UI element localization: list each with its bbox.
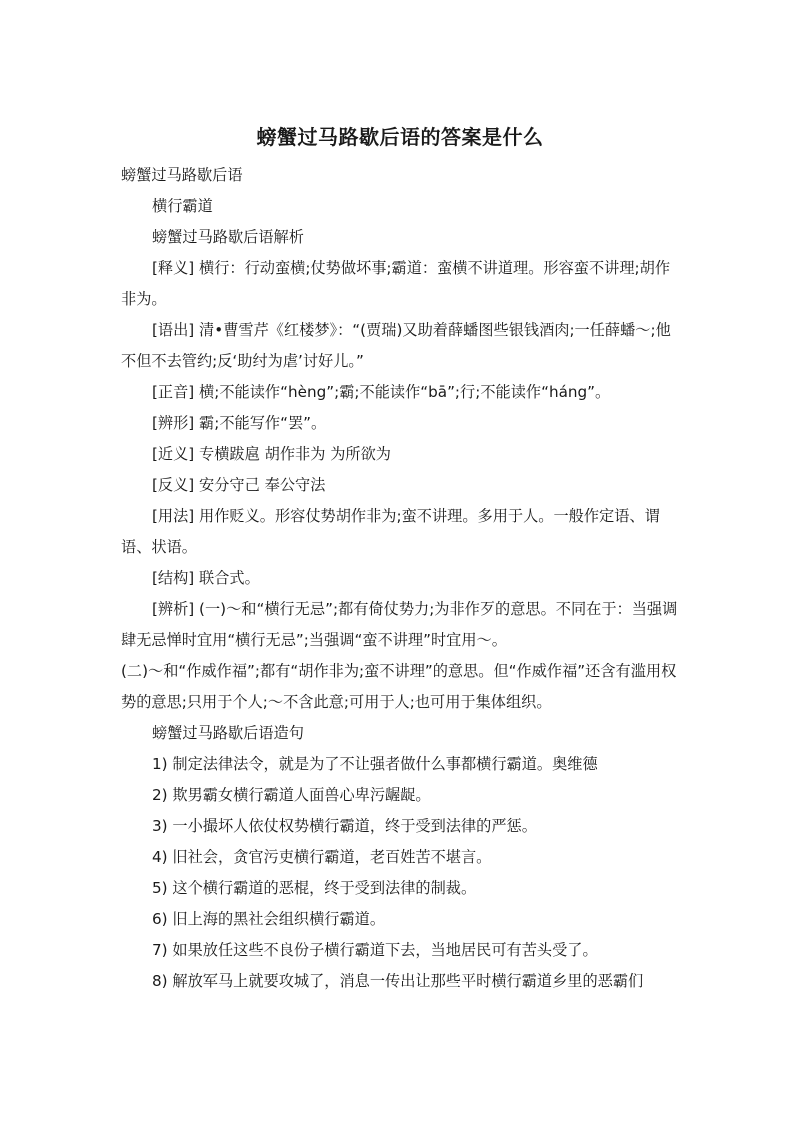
example-sentence: 8) 解放军马上就要攻城了，消息一传出让那些平时横行霸道乡里的恶霸们 [152, 972, 644, 990]
paragraph-usage: [用法] 用作贬义。形容仗势胡作非为;蛮不讲理。多用于人。一般作定语、谓语、状语。 [121, 507, 660, 556]
document-title: 螃蟹过马路歇后语的答案是什么 [256, 125, 544, 149]
document-body [121, 160, 681, 997]
example-sentence: 7) 如果放任这些不良份子横行霸道下去，当地居民可有苦头受了。 [152, 941, 598, 959]
example-sentence: 6) 旧上海的黑社会组织横行霸道。 [152, 910, 386, 928]
example-sentence: 2) 欺男霸女横行霸道人面兽心卑污龌龊。 [152, 786, 431, 804]
paragraph-answer: 横行霸道 [152, 197, 213, 215]
paragraph-form: [辨形] 霸;不能写作“罢”。 [152, 414, 327, 432]
paragraph-discrimination-1: [辨析] (一)～和“横行无忌”;都有倚仗势力;为非作歹的意思。不同在于：当强调肆无忌惮时宜用“横行无忌”;当强调“蛮不讲理”时宜用～。 [121, 600, 678, 649]
paragraph-heading: 螃蟹过马路歇后语 [121, 166, 243, 184]
paragraph-analysis-heading: 螃蟹过马路歇后语解析 [152, 228, 304, 246]
example-sentence: 4) 旧社会，贪官污吏横行霸道，老百姓苦不堪言。 [152, 848, 492, 866]
paragraph-antonyms: [反义] 安分守己 奉公守法 [152, 476, 326, 494]
paragraph-structure: [结构] 联合式。 [152, 569, 260, 587]
paragraph-examples-heading: 螃蟹过马路歇后语造句 [152, 724, 304, 742]
paragraph-definition: [释义] 横行：行动蛮横;仗势做坏事;霸道：蛮横不讲道理。形容蛮不讲理;胡作非为。 [121, 259, 671, 308]
example-sentence: 3) 一小撮坏人依仗权势横行霸道，终于受到法律的严惩。 [152, 817, 537, 835]
paragraph-origin: [语出] 清•曹雪芹《红楼梦》：“(贾瑞)又助着薛蟠图些银钱酒肉;一任薛蟠～;他不但不去管约;反‘助纣为虐’讨好儿。” [121, 321, 671, 370]
example-sentence: 5) 这个横行霸道的恶棍，终于受到法律的制裁。 [152, 879, 477, 897]
paragraph-synonyms: [近义] 专横跋扈 胡作非为 为所欲为 [152, 445, 391, 463]
example-sentence: 1) 制定法律法令，就是为了不让强者做什么事都横行霸道。奥维德 [152, 755, 598, 773]
paragraph-discrimination-2: (二)～和“作威作福”;都有“胡作非为;蛮不讲理”的意思。但“作威作福”还含有滥用权势的意思;只用于个人;～不含此意;可用于人;也可用于集体组织。 [121, 662, 677, 711]
paragraph-pronunciation: [正音] 横;不能读作“hèng”;霸;不能读作“bā”;行;不能读作“háng”。 [152, 383, 611, 401]
